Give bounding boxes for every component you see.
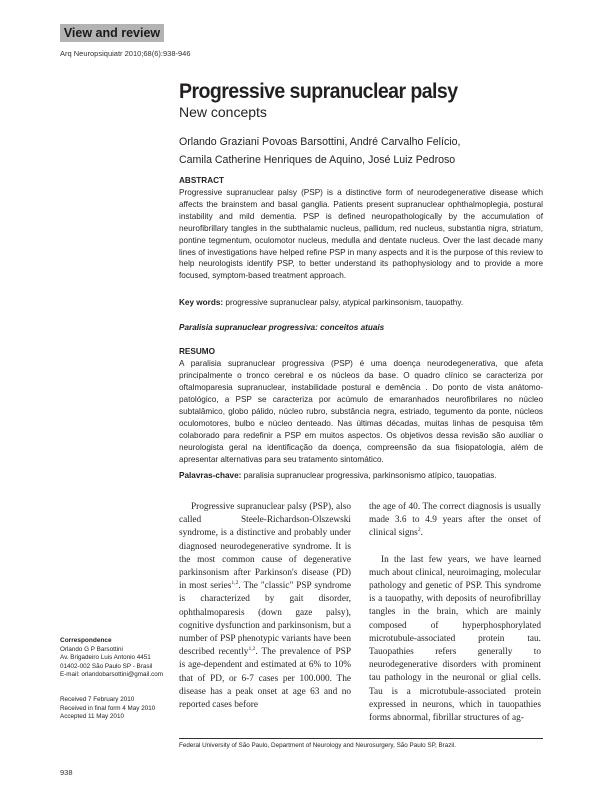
date-received: Received 7 February 2010 bbox=[60, 696, 135, 703]
author-list bbox=[179, 134, 460, 169]
body-column-2 bbox=[369, 501, 541, 725]
keywords-label: Key words: bbox=[179, 298, 224, 307]
footnote-rule bbox=[179, 738, 543, 739]
palavras-chave-list: paralisia supranuclear progressiva, parkinsonismo atípico, tauopatias. bbox=[241, 471, 497, 480]
correspondence-address-2: 01402-002 São Paulo SP - Brasil bbox=[60, 662, 153, 670]
correspondence-block bbox=[60, 637, 170, 680]
resumo-text: A paralisia supranuclear progressiva (PSP) é uma doença neurodegenerativa, que afeta principalmente o tronco cerebral e os núcleos da base. O quadro clínico se caracteriza por oftalmoparesia supranuclear, instabilidade postural e demência . Do ponto de vista anátomo-patológico, a PSP se caracteriza por acúmulo de emaranhados neurofibrilares no núcleo subtalâmico, globo pálido, núcleo rubro, substância negra, estriado, tegumento da ponte, núcleos oculomotores, bulbo e núcleo denteado. Nas últimas décadas, muitas linhas de pesquisa têm colaborado para redefinir a PSP em muitos aspectos. Os objetivos dessa revisão são auxiliar o neurologista geral na identificação da doença, compreensão da sua fisiopatologia, além de apresentar alternativas para seu tratamento sintomático. bbox=[179, 359, 543, 464]
palavras-chave-label: Palavras-chave: bbox=[179, 471, 242, 480]
page-number: 938 bbox=[60, 768, 73, 777]
article-dates bbox=[60, 696, 170, 722]
authors-line-2: Camila Catherine Henriques de Aquino, José Luiz Pedroso bbox=[179, 153, 456, 166]
date-final-form: Received in final form 4 May 2010 bbox=[60, 704, 156, 712]
correspondence-email[interactable]: E-mail: orlandobarsottini@gmail.com bbox=[60, 671, 163, 679]
date-accepted: Accepted 11 May 2010 bbox=[60, 713, 124, 721]
affiliation-footnote: Federal University of São Paulo, Department of Neurology and Neurosurgery, São Paulo SP, Brazil. bbox=[179, 742, 456, 749]
intro-paragraph-continued: the age of 40. The correct diagnosis is usually made 3.6 to 4.9 years after the onset of clinical signs$^2$. bbox=[369, 502, 541, 539]
correspondence-name: Orlando G P Barsottini bbox=[60, 645, 123, 653]
reference-marker: 1,2 bbox=[248, 646, 256, 653]
second-paragraph: In the last few years, we have learned much about clinical, neuroimaging, molecular pathology and genetic of PSP. This syndrome is a tauopathy, with deposits of neurofibrillay tangles in the brain, which are mainly composed of hyperphosphorylated microtubule-associated protein tau. Tauopathies refers generally to neurodegenerative disorders with prominent tau pathology in the neuronal or glial cells. Tau is a microtubule-associated protein expressed in neurons, which in tauopathies forms abnormal, fibrillar structures of ag- bbox=[369, 554, 541, 724]
portuguese-title: Paralisia supranuclear progressiva: conceitos atuais bbox=[179, 323, 385, 332]
reference-marker: 1,2 bbox=[231, 580, 239, 587]
keywords-list: progressive supranuclear palsy, atypical parkinsonism, tauopathy. bbox=[223, 298, 464, 307]
abstract-heading: ABSTRACT bbox=[179, 176, 225, 185]
palavras-chave bbox=[179, 470, 543, 482]
abstract-text: Progressive supranuclear palsy (PSP) is a distinctive form of neurodegenerative disease which affects the brainstem and basal ganglia. Patients present supranuclear ophthalmoplegia, postural instability and mild dementia. PSP is defined neuropathologically by the accumulation of neurofibrillary tangles in the subthalamic nucleus, pallidum, red nucleus, substantia nigra, striatum, pontine tegmentum, oculomotor nucleus, medulla and dentate nucleus. Over the last decade many lines of investigations have helped refine PSP in many aspects and it is the purpose of this review to help neurologists identify PSP, to better understand its pathophysiology and to provide a more focused, symptom-based treatment approach. bbox=[179, 188, 543, 281]
article-subtitle: New concepts bbox=[179, 104, 267, 120]
correspondence-heading: Correspondence bbox=[60, 637, 112, 644]
body-column-1 bbox=[179, 501, 351, 712]
reference-marker: 2 bbox=[417, 527, 421, 534]
intro-paragraph: Progressive supranuclear palsy (PSP), also called Steele-Richardson-Olszewski syndrome, is a distinctive and probably under diagnosed neurodegenerative syndrome. It is the most common cause of degenerative parkinsonism after Parkinson's disease (PD) in most series$^{1,2}$. The "classic" PSP syndrome is characterized by gait disorder, ophthalmoparesis (down gaze palsy), cognitive dysfunction and parkinsonism, but a number of PSP phenotypic variants have been described recently$^{1,2}$. The prevalence of PSP is age-dependent and estimated at 6% to 10% that of PD, or 6-7 cases per 100.000. The disease has a peak onset at age 63 and no reported cases before bbox=[179, 502, 352, 711]
article-title: Progressive supranuclear palsy bbox=[179, 80, 458, 103]
journal-citation: Arq Neuropsiquiatr 2010;68(6):938-946 bbox=[60, 49, 191, 58]
resumo-heading: RESUMO bbox=[179, 347, 215, 356]
section-tab: View and review bbox=[60, 24, 164, 42]
keywords bbox=[179, 297, 543, 309]
correspondence-address-1: Av. Brigadeiro Luis Antonio 4451 bbox=[60, 654, 151, 662]
authors-line-1: Orlando Graziani Povoas Barsottini, André Carvalho Felício, bbox=[179, 136, 461, 148]
